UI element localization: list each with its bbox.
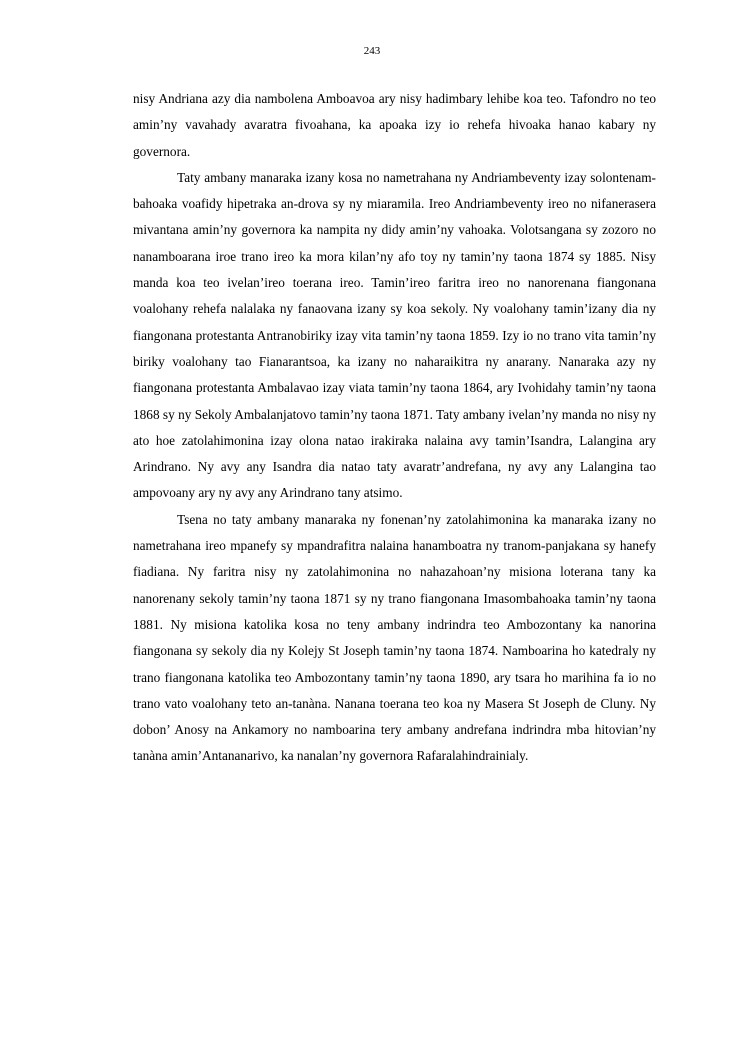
paragraph-1: nisy Andriana azy dia nambolena Amboavoa ary nisy hadimbary lehibe koa teo. Tafondro no teo amin’ny vavahady avaratra fivoahana, ka apoaka izy io rehefa hivoaka hanao kabary ny governora.: [133, 91, 656, 159]
paragraph-2: Taty ambany manaraka izany kosa no nametrahana ny Andriambeventy izay solontenam-bahoaka voafidy hipetraka an-drova sy ny miaramila. Ireo Andriambeventy ireo no nifanerasera mivantana amin’ny governora ka nampita ny didy amin’ny vahoaka. Volotsangana sy zozoro no nanamboarana iroe trano ireo ka mora kilan’ny afo toy ny tamin’ny taona 1874 sy 1885. Nisy manda koa teo ivelan’ireo toerana ireo. Tamin’ireo faritra ireo no nanorenana fiangonana voalohany rehefa nalalaka ny fanaovana izany sy koa sekoly. Ny voalohany tamin’izany dia ny fiangonana protestanta Antranobiriky izay vita tamin’ny taona 1859. Izy io no trano vita tamin’ny biriky voalohany tao Fianarantsoa, ka izany no naharaikitra ny anarany. Nanaraka azy ny fiangonana protestanta Ambalavao izay viata tamin’ny taona 1864, ary Ivohidahy tamin’ny taona 1868 sy ny Sekoly Ambalanjatovo tamin’ny taona 1871. Taty ambany ivelan’ny manda no nisy ny ato hoe zatolahimonina izay olona natao irakiraka nalaina avy tamin’Isandra, Lalangina ary Arindrano. Ny avy any Isandra dia natao taty avaratr’andrefana, ny avy any Lalangina tao ampovoany ary ny avy any Arindrano tany atsimo.: [133, 169, 656, 501]
page-number: 243: [363, 45, 381, 57]
paragraph-3: Tsena no taty ambany manaraka ny fonenan’ny zatolahimonina ka manaraka izany no nametrahana ireo mpanefy sy mpandrafitra nalaina hanamboatra ny tranom-panjakana sy hanefy fiadiana. Ny faritra nisy ny zatolahimonina no nahazahoan’ny misiona loterana tany ka nanorenany sekoly tamin’ny taona 1871 sy ny trano fiangonana Imasombahoaka tamin’ny taona 1881. Ny misiona katolika kosa no teny ambany indrindra teo Ambozontany ka nanorina fiangonana sy sekoly dia ny Kolejy St Joseph tamin’ny taona 1874. Namboarina ho katedraly ny trano fiangonana katolika teo Ambozontany tamin’ny taona 1890, ary tsara ho marihina fa io no trano vato voalohany teto an-tanàna. Nanana toerana teo koa ny Masera St Joseph de Cluny. Ny dobon’ Anosy na Ankamory no namboarina tery ambany andrefana indrindra mba hitovian’ny tanàna amin’Antananarivo, ka nanalan’ny governora Rafaralahindrainialy.: [133, 511, 656, 764]
body-text: [133, 86, 656, 770]
